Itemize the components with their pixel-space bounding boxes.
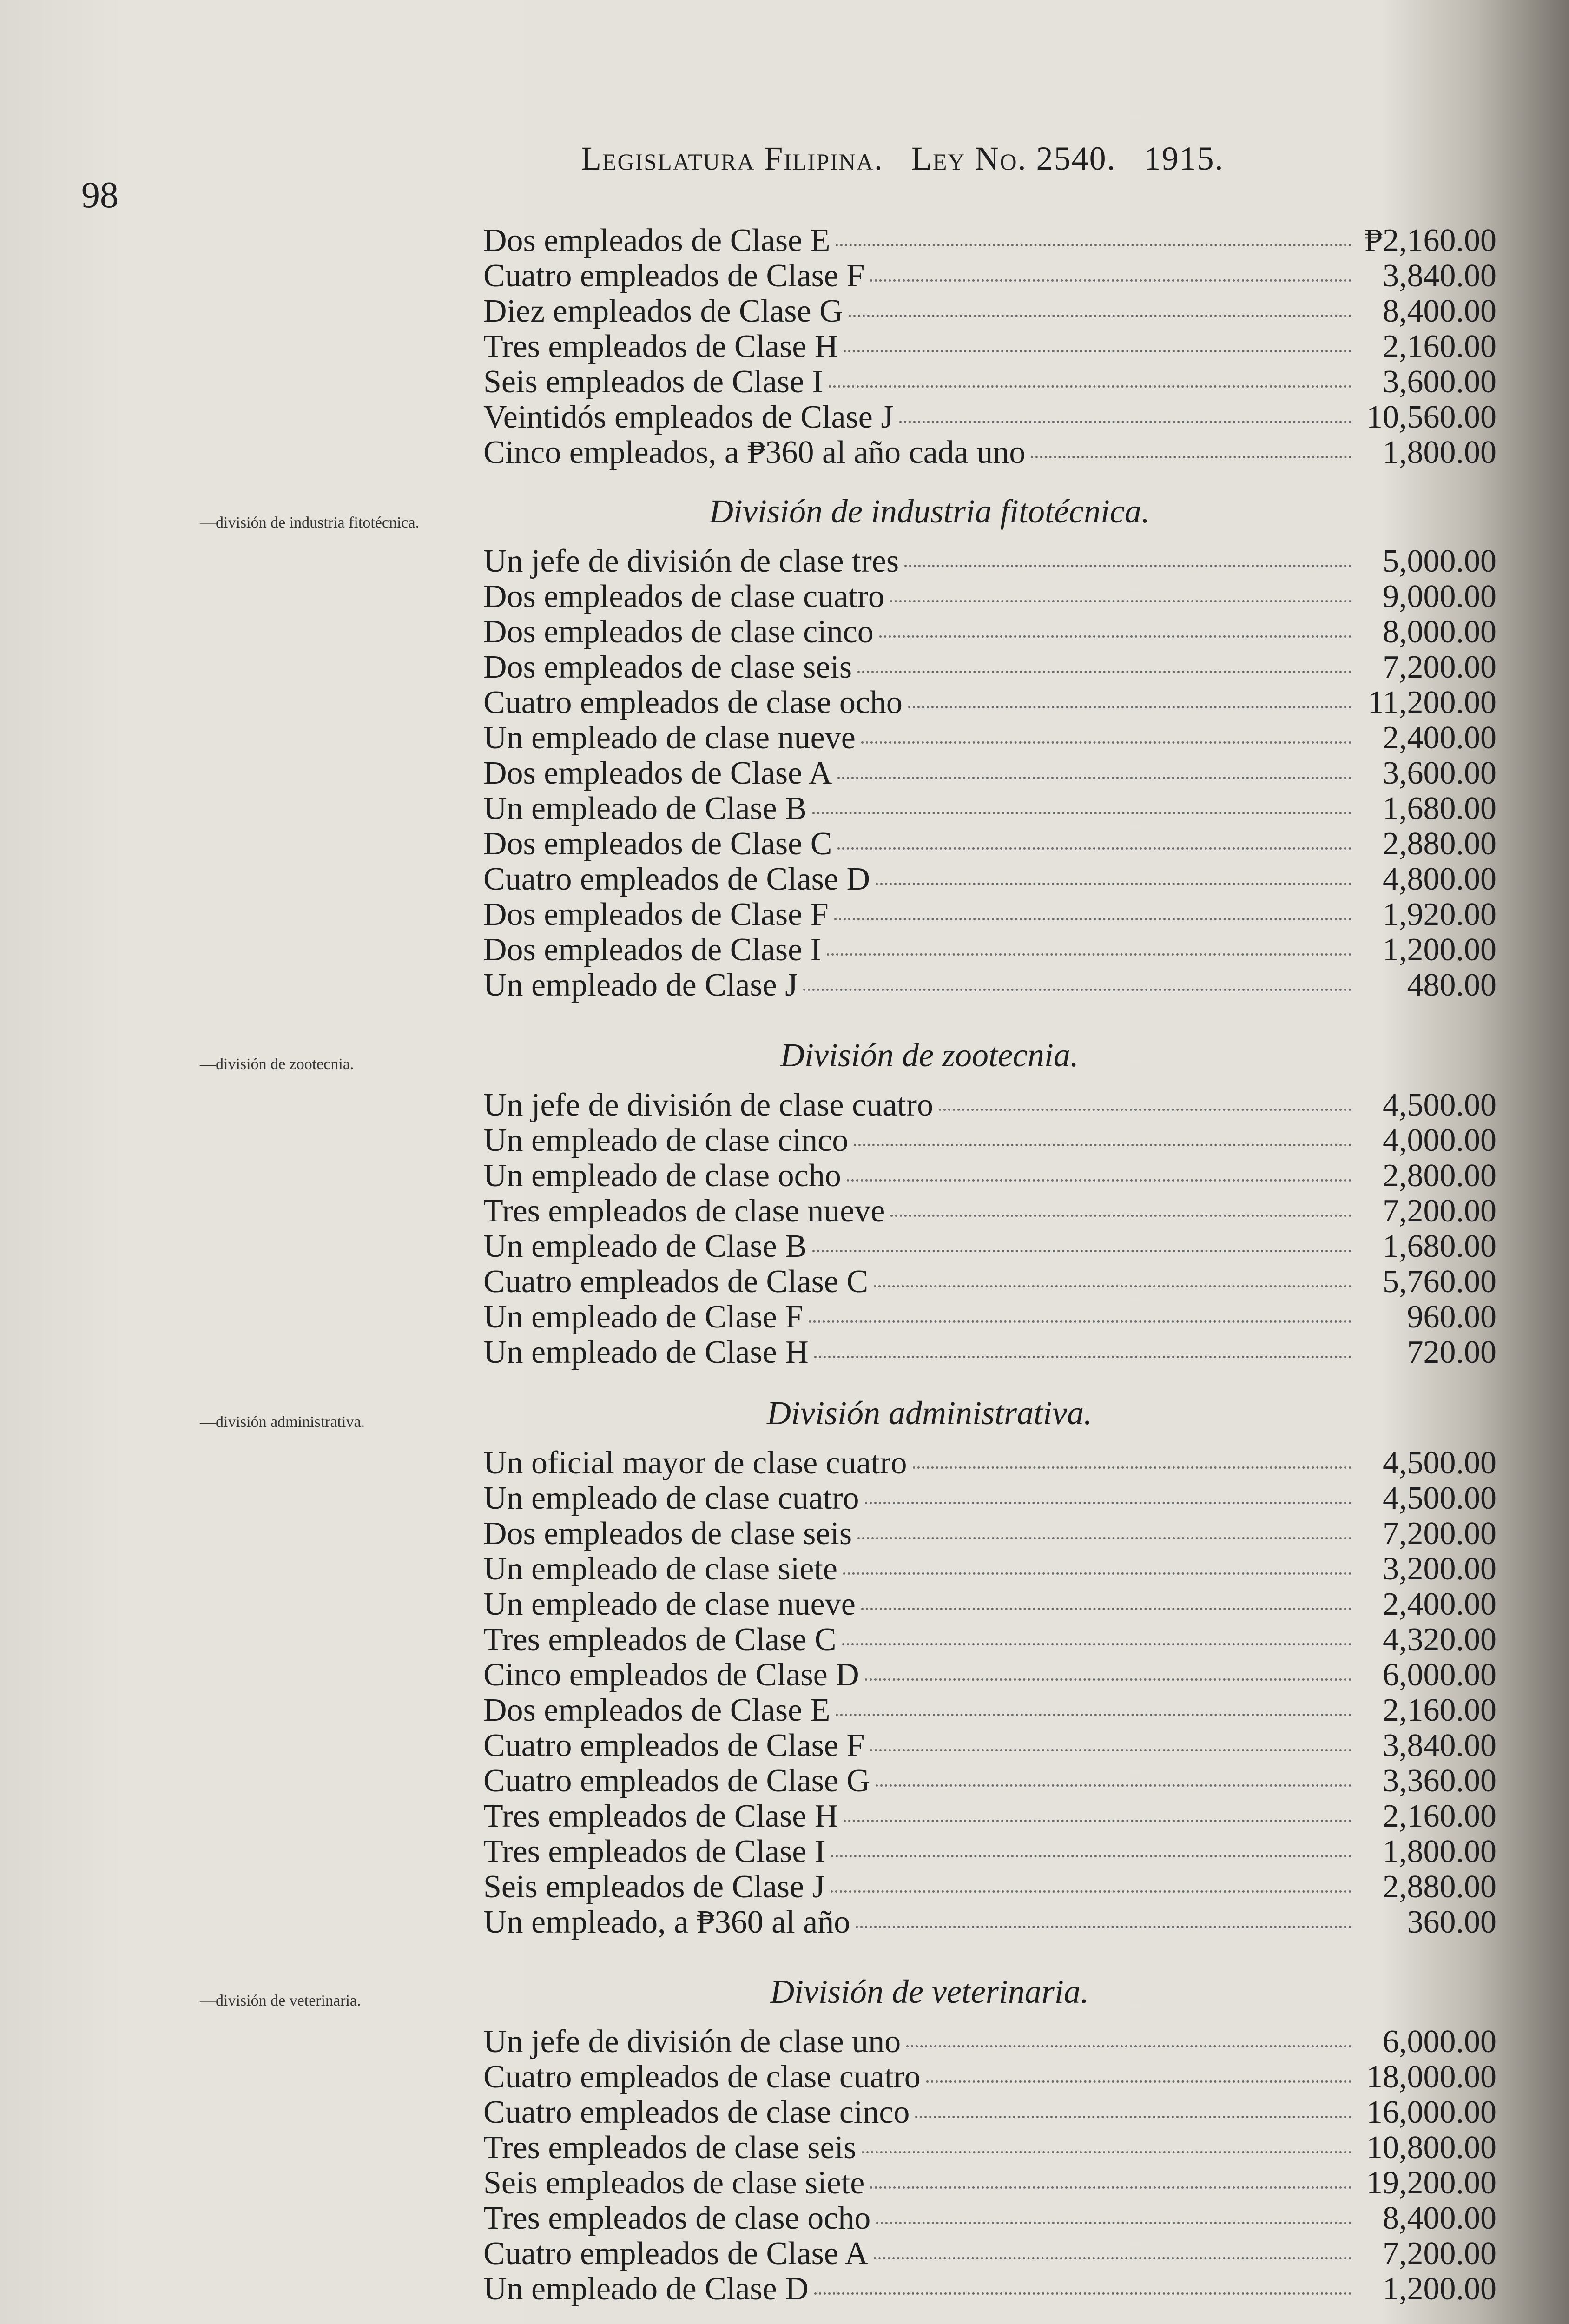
table-row	[483, 294, 1496, 329]
entry-label: Tres empleados de Clase I	[483, 1834, 826, 1869]
entry-label: Dos empleados de Clase E	[483, 1692, 831, 1728]
table-row	[483, 756, 1496, 791]
table-row	[483, 2095, 1496, 2130]
entry-label: Veintidós empleados de Clase J	[483, 399, 894, 435]
table-row	[483, 1552, 1496, 1587]
margin-note-zootecnia: —división de zootecnia.	[200, 1056, 354, 1073]
entry-amount: 1,920.00	[1383, 897, 1496, 932]
table-row	[483, 2236, 1496, 2271]
entry-amount: 7,200.00	[1383, 2236, 1496, 2271]
table-row	[483, 1869, 1496, 1905]
entry-amount: 2,880.00	[1383, 826, 1496, 862]
dot-leader	[1031, 456, 1351, 458]
entry-label: Un empleado de Clase J	[483, 967, 798, 1003]
entry-amount: 5,000.00	[1383, 543, 1496, 579]
table-row	[483, 1229, 1496, 1264]
running-head-year: 1915.	[1144, 140, 1224, 177]
entry-amount: 4,500.00	[1383, 1087, 1496, 1123]
table-row	[483, 826, 1496, 862]
entry-amount: 8,400.00	[1383, 2200, 1496, 2236]
entry-amount: 3,600.00	[1383, 364, 1496, 400]
entry-amount: 2,400.00	[1383, 720, 1496, 756]
entry-label: Un empleado de clase siete	[483, 1551, 837, 1587]
entry-amount: 16,000.00	[1366, 2094, 1496, 2130]
entry-label: Tres empleados de clase seis	[483, 2130, 857, 2166]
table-row	[483, 897, 1496, 932]
dot-leader	[865, 1678, 1351, 1681]
entry-amount: 2,400.00	[1383, 1586, 1496, 1622]
entry-amount: 7,200.00	[1383, 649, 1496, 685]
entry-amount: 10,800.00	[1366, 2130, 1496, 2166]
entry-label: Un empleado de Clase B	[483, 791, 807, 826]
entry-label: Un empleado de clase cuatro	[483, 1480, 859, 1516]
entry-amount: ₱2,160.00	[1365, 223, 1496, 258]
entry-amount: 3,360.00	[1383, 1763, 1496, 1799]
entry-amount: 4,000.00	[1383, 1122, 1496, 1158]
dot-leader	[844, 350, 1351, 352]
dot-leader	[856, 1926, 1351, 1928]
table-row	[483, 1728, 1496, 1763]
entry-amount: 360.00	[1407, 1904, 1496, 1940]
dot-leader	[876, 2222, 1351, 2224]
dot-leader	[915, 2116, 1351, 2118]
dot-leader	[862, 2151, 1351, 2153]
entry-amount: 3,600.00	[1383, 755, 1496, 791]
section-fitotecnica	[483, 493, 1496, 1003]
table-row	[483, 685, 1496, 720]
table-row	[483, 932, 1496, 968]
entry-label: Tres empleados de Clase C	[483, 1622, 837, 1657]
dot-leader	[803, 989, 1351, 991]
dot-leader	[906, 2045, 1351, 2047]
table-row	[483, 1622, 1496, 1657]
entry-label: Cinco empleados de Clase D	[483, 1657, 859, 1693]
entry-label: Cuatro empleados de clase cinco	[483, 2094, 910, 2130]
table-row	[483, 223, 1496, 258]
section-zootecnia	[483, 1037, 1496, 1370]
entry-amount: 18,000.00	[1366, 2059, 1496, 2095]
entry-label: Dos empleados de Clase F	[483, 897, 829, 932]
table-row	[483, 364, 1496, 400]
entry-label: Tres empleados de clase nueve	[483, 1193, 885, 1229]
dot-leader	[812, 812, 1351, 814]
entry-label: Cuatro empleados de clase cuatro	[483, 2059, 921, 2095]
table-row	[483, 1446, 1496, 1481]
entry-amount: 6,000.00	[1383, 2024, 1496, 2060]
entry-label: Dos empleados de clase seis	[483, 1516, 852, 1552]
entry-amount: 3,200.00	[1383, 1551, 1496, 1587]
dot-leader	[890, 1215, 1351, 1217]
table-row	[483, 1264, 1496, 1300]
dot-leader	[829, 385, 1351, 388]
dot-leader	[854, 1144, 1351, 1146]
section-heading: División de veterinaria.	[770, 1973, 1089, 2010]
dot-leader	[904, 565, 1351, 567]
entry-amount: 6,000.00	[1383, 1657, 1496, 1693]
entry-amount: 2,160.00	[1383, 329, 1496, 364]
entry-amount: 1,200.00	[1383, 932, 1496, 968]
entry-label: Un empleado de Clase F	[483, 1299, 804, 1335]
entry-label: Cinco empleados, a ₱360 al año cada uno	[483, 435, 1026, 470]
entry-amount: 1,800.00	[1383, 1834, 1496, 1869]
dot-leader	[926, 2080, 1351, 2083]
table-row	[483, 968, 1496, 1003]
entry-label: Cuatro empleados de Clase A	[483, 2236, 869, 2271]
dot-leader	[876, 883, 1351, 885]
entry-label: Dos empleados de Clase A	[483, 755, 832, 791]
dot-leader	[827, 953, 1351, 956]
section-heading: División administrativa.	[767, 1394, 1092, 1432]
table-row	[483, 650, 1496, 685]
entry-label: Un empleado, a ₱360 al año	[483, 1904, 850, 1940]
margin-note-administrativa: —división administrativa.	[200, 1413, 365, 1431]
section-administrativa	[483, 1394, 1496, 1940]
dot-leader	[876, 1784, 1351, 1787]
entry-label: Dos empleados de clase cinco	[483, 614, 874, 650]
entry-amount: 1,680.00	[1383, 1228, 1496, 1264]
dot-leader	[809, 1320, 1351, 1323]
entry-amount: 4,500.00	[1383, 1480, 1496, 1516]
dot-leader	[812, 1250, 1351, 1252]
dot-leader	[837, 847, 1351, 850]
dot-leader	[837, 777, 1351, 779]
entry-amount: 8,400.00	[1383, 293, 1496, 329]
entry-label: Cuatro empleados de clase ocho	[483, 685, 903, 720]
table-row	[483, 862, 1496, 897]
entry-amount: 10,560.00	[1366, 399, 1496, 435]
table-row	[483, 791, 1496, 826]
dot-leader	[831, 1855, 1351, 1857]
entry-amount: 4,500.00	[1383, 1445, 1496, 1481]
entry-label: Dos empleados de Clase C	[483, 826, 832, 862]
dot-leader	[834, 918, 1351, 920]
table-row	[483, 1657, 1496, 1693]
entry-amount: 7,200.00	[1383, 1516, 1496, 1552]
section-heading: División de zootecnia.	[780, 1037, 1079, 1074]
table-row	[483, 1763, 1496, 1799]
entry-label: Seis empleados de Clase I	[483, 364, 823, 400]
entry-label: Tres empleados de clase ocho	[483, 2200, 871, 2236]
dot-leader	[908, 706, 1351, 708]
table-row	[483, 2060, 1496, 2095]
section-heading: División de industria fitotécnica.	[709, 493, 1150, 530]
entry-label: Un empleado de clase ocho	[483, 1158, 841, 1194]
dot-leader	[849, 315, 1351, 317]
section-veterinaria	[483, 1973, 1496, 2307]
entry-label: Diez empleados de Clase G	[483, 293, 843, 329]
table-row	[483, 614, 1496, 650]
entry-amount: 960.00	[1407, 1299, 1496, 1335]
entry-label: Cuatro empleados de Clase C	[483, 1264, 869, 1300]
entry-label: Un empleado de clase nueve	[483, 1586, 856, 1622]
entry-label: Un empleado de Clase D	[483, 2271, 809, 2307]
dot-leader	[939, 1109, 1351, 1111]
entry-amount: 2,160.00	[1383, 1692, 1496, 1728]
dot-leader	[879, 635, 1351, 638]
dot-leader	[870, 279, 1351, 282]
running-head	[581, 139, 1243, 178]
entry-label: Un empleado de Clase B	[483, 1228, 807, 1264]
entry-label: Dos empleados de Clase I	[483, 932, 822, 968]
table-row	[483, 1088, 1496, 1123]
dot-leader	[870, 2186, 1351, 2189]
entry-label: Un jefe de división de clase uno	[483, 2024, 901, 2060]
dot-leader	[847, 1179, 1351, 1182]
margin-note-fitotecnica: —división de industria fitotécnica.	[200, 514, 420, 531]
entry-label: Seis empleados de Clase J	[483, 1869, 825, 1905]
entry-amount: 7,200.00	[1383, 1193, 1496, 1229]
dot-leader	[831, 1890, 1351, 1893]
entry-amount: 4,320.00	[1383, 1622, 1496, 1657]
entry-label: Cuatro empleados de Clase G	[483, 1763, 870, 1799]
table-row	[483, 1834, 1496, 1869]
dot-leader	[899, 421, 1351, 423]
entry-amount: 4,800.00	[1383, 861, 1496, 897]
entry-amount: 8,000.00	[1383, 614, 1496, 650]
dot-leader	[890, 600, 1351, 602]
dot-leader	[844, 1820, 1351, 1822]
dot-leader	[857, 671, 1351, 673]
dot-leader	[861, 1608, 1351, 1610]
dot-leader	[814, 1356, 1351, 1358]
entry-label: Un oficial mayor de clase cuatro	[483, 1445, 907, 1481]
running-head-law-number: Ley No. 2540.	[911, 140, 1116, 177]
dot-leader	[861, 741, 1351, 744]
table-row	[483, 2130, 1496, 2166]
table-row	[483, 1335, 1496, 1370]
table-row	[483, 2024, 1496, 2060]
page-number: 98	[81, 175, 119, 216]
dot-leader	[842, 1643, 1351, 1645]
table-row	[483, 1194, 1496, 1229]
table-row	[483, 1693, 1496, 1728]
entry-label: Un empleado de Clase H	[483, 1334, 809, 1370]
entry-label: Un jefe de división de clase tres	[483, 543, 899, 579]
entry-amount: 2,880.00	[1383, 1869, 1496, 1905]
entry-amount: 5,760.00	[1383, 1264, 1496, 1300]
dot-leader	[836, 1714, 1351, 1716]
table-row	[483, 1123, 1496, 1158]
table-row	[483, 2271, 1496, 2307]
entry-amount: 2,160.00	[1383, 1798, 1496, 1834]
table-row	[483, 1587, 1496, 1622]
entry-label: Un jefe de división de clase cuatro	[483, 1087, 933, 1123]
table-row	[483, 2201, 1496, 2236]
table-row	[483, 435, 1496, 470]
dot-leader	[843, 1572, 1351, 1575]
table-row	[483, 400, 1496, 435]
entry-amount: 480.00	[1407, 967, 1496, 1003]
dot-leader	[865, 1502, 1351, 1504]
table-row	[483, 1158, 1496, 1194]
table-row	[483, 720, 1496, 756]
running-head-publication: Legislatura Filipina.	[581, 140, 883, 177]
entry-label: Cuatro empleados de Clase D	[483, 861, 870, 897]
entry-label: Cuatro empleados de Clase F	[483, 1728, 865, 1763]
entry-amount: 3,840.00	[1383, 258, 1496, 294]
table-row	[483, 1516, 1496, 1552]
dot-leader	[874, 2257, 1351, 2259]
entry-amount: 1,200.00	[1383, 2271, 1496, 2307]
table-row	[483, 1481, 1496, 1516]
dot-leader	[913, 1466, 1351, 1469]
table-row	[483, 1905, 1496, 1940]
dot-leader	[874, 1285, 1351, 1287]
table-row	[483, 329, 1496, 364]
table-row	[483, 544, 1496, 579]
entry-amount: 2,800.00	[1383, 1158, 1496, 1194]
entry-label: Un empleado de clase cinco	[483, 1122, 849, 1158]
table-row	[483, 1799, 1496, 1834]
section-continuation	[483, 223, 1496, 470]
table-row	[483, 2166, 1496, 2201]
margin-note-veterinaria: —división de veterinaria.	[200, 1992, 361, 2009]
dot-leader	[836, 244, 1351, 246]
entry-amount: 19,200.00	[1366, 2165, 1496, 2201]
entry-amount: 9,000.00	[1383, 579, 1496, 614]
dot-leader	[870, 1749, 1351, 1751]
entry-amount: 11,200.00	[1367, 685, 1496, 720]
entry-label: Dos empleados de clase cuatro	[483, 579, 885, 614]
entry-label: Tres empleados de Clase H	[483, 1798, 838, 1834]
table-row	[483, 579, 1496, 614]
dot-leader	[814, 2292, 1351, 2295]
entry-amount: 1,800.00	[1383, 435, 1496, 470]
table-row	[483, 258, 1496, 294]
entry-label: Cuatro empleados de Clase F	[483, 258, 865, 294]
entry-label: Seis empleados de clase siete	[483, 2165, 865, 2201]
entry-label: Dos empleados de Clase E	[483, 223, 831, 258]
entry-amount: 1,680.00	[1383, 791, 1496, 826]
entry-amount: 720.00	[1407, 1334, 1496, 1370]
entry-label: Dos empleados de clase seis	[483, 649, 852, 685]
entry-amount: 3,840.00	[1383, 1728, 1496, 1763]
entry-label: Tres empleados de Clase H	[483, 329, 838, 364]
entry-label: Un empleado de clase nueve	[483, 720, 856, 756]
table-row	[483, 1300, 1496, 1335]
dot-leader	[857, 1537, 1351, 1539]
